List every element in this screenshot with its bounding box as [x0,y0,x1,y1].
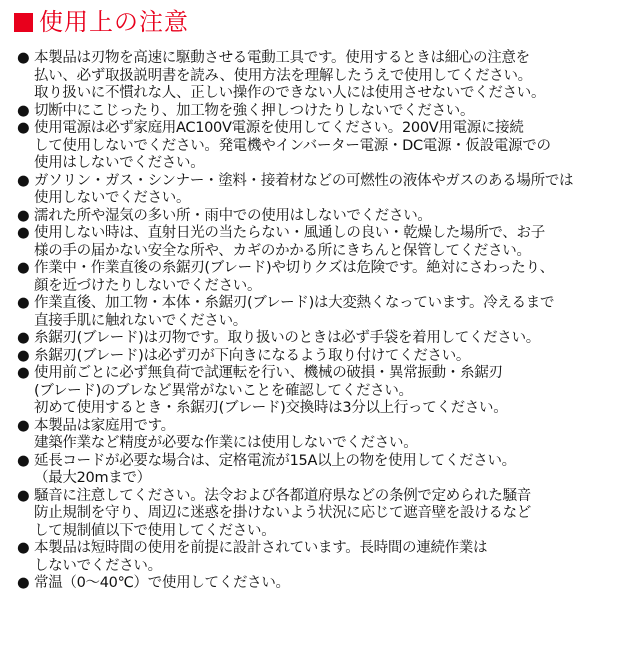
list-item [17,295,629,330]
note-line: 直接手肌に触れないでください。 [34,312,247,329]
note-line: ガソリン・ガス・シンナー・塗料・接着材などの可燃性の液体やガスのある場所では [34,172,574,189]
bullet-icon: ● [17,540,30,556]
note-line: 糸鋸刃(ブレード)は刃物です。取り扱いのときは必ず手袋を着用してください。 [34,330,540,346]
notes-list [17,50,629,593]
note-line: 建築作業など精度が必要な作業には使用しないでください。 [34,435,418,451]
bullet-icon: ● [17,260,30,276]
note-line: 糸鋸刃(ブレード)は必ず刃が下向きになるよう取り付けてください。 [34,347,471,364]
note-line: 使用電源は必ず家庭用AC100V電源を使用してください。200V用電源に接続 [34,120,524,136]
bullet-icon: ● [17,50,30,66]
list-item [17,225,629,260]
bullet-icon: ● [17,120,30,136]
list-item [17,540,629,575]
note-line: 使用しない時は、直射日光の当たらない・風通しの良い・乾燥した場所で、お子 [34,225,545,241]
red-square-icon [14,13,33,32]
note-line: して規制値以下で使用してください。 [34,522,276,539]
note-line: 濡れた所や湿気の多い所・雨中での使用はしないでください。 [34,207,432,224]
bullet-icon: ● [17,295,30,311]
bullet-icon: ● [17,347,30,364]
bullet-icon: ● [17,452,30,469]
note-line: 顔を近づけたりしないでください。 [34,277,262,294]
bullet-icon: ● [17,102,30,119]
note-line: 払い、必ず取扱説明書を読み、使用方法を理解したうえで使用してください。 [34,67,532,84]
note-line: しないでください。 [34,557,162,574]
note-line: して使用しないでください。発電機やインバーター電源・DC電源・仮設電源での [34,137,551,154]
note-line: 本製品は家庭用です。 [34,417,175,434]
list-item [17,453,629,488]
list-item [17,348,629,366]
note-line: (ブレード)のブレなど異常がないことを確認してください。 [34,382,413,399]
note-line: 使用前ごとに必ず無負荷で試運転を行い、機械の破損・異常振動・糸鋸刃 [34,365,503,381]
note-line: 切断中にこじったり、加工物を強く押しつけたりしないでください。 [34,102,475,119]
note-line: 本製品は短時間の使用を前提に設計されています。長時間の連続作業は [34,540,488,556]
note-line: 騒音に注意してください。法令および各都道府県などの条例で定められた騒音 [34,487,531,504]
list-item [17,50,629,103]
note-line: 延長コードが必要な場合は、定格電流が15A以上の物を使用してください。 [34,452,516,469]
list-item [17,208,629,226]
list-item [17,365,629,418]
list-item [17,418,629,453]
note-line: 作業中・作業直後の糸鋸刃(ブレード)や切りクズは危険です。絶対にさわったり、 [34,260,554,276]
list-item [17,330,629,348]
bullet-icon: ● [17,225,30,241]
list-item [17,488,629,541]
note-line: 初めて使用するとき・糸鋸刃(ブレード)交換時は3分以上行ってください。 [34,400,508,416]
page-title: 使用上の注意 [39,8,189,36]
bullet-icon: ● [17,365,30,381]
note-line: 使用しないでください。 [34,190,191,206]
note-line: 様の手の届かない安全な所や、カギのかかる所にきちんと保管してください。 [34,242,531,259]
note-line: 常温（0～40℃）で使用してください。 [34,575,290,591]
note-line: 取り扱いに不慣れな人、正しい操作のできない人には使用させないでください。 [34,85,546,101]
note-line: 作業直後、加工物・本体・糸鋸刃(ブレード)は大変熱くなっています。冷えるまで [34,295,555,311]
bullet-icon: ● [17,172,30,189]
bullet-icon: ● [17,417,30,434]
note-line: 本製品は刃物を高速に駆動させる電動工具です。使用するときは細心の注意を [34,50,530,66]
list-item [17,173,629,208]
note-line: 使用はしないでください。 [34,155,205,171]
note-line: （最大20mまで） [34,470,151,486]
list-item [17,103,629,121]
section-heading [14,8,189,36]
list-item [17,575,629,593]
bullet-icon: ● [17,207,30,224]
bullet-icon: ● [17,575,30,591]
note-line: 防止規制を守り、周辺に迷惑を掛けないよう状況に応じて遮音壁を設けるなど [34,505,531,521]
bullet-icon: ● [17,487,30,504]
list-item [17,260,629,295]
list-item [17,120,629,173]
bullet-icon: ● [17,330,30,346]
